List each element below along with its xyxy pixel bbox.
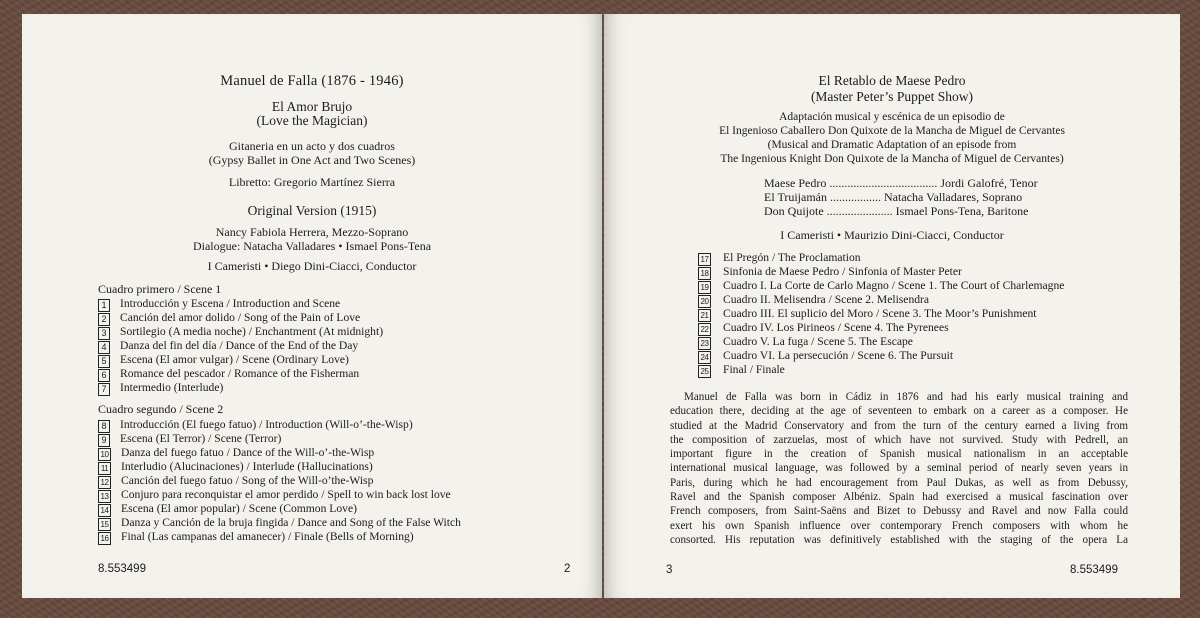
- track-title: Romance del pescador / Romance of the Fisherman: [120, 367, 360, 380]
- cast-row: [764, 190, 1022, 204]
- track-number: 17: [698, 253, 711, 266]
- track-item: [98, 488, 451, 503]
- track-item: [698, 265, 962, 280]
- paragraph-line: education there, deciding at the age of seventeen to embark on a career as a composer. He: [670, 405, 1128, 418]
- paragraph-line: important figure in the creation of Spanish musical nationalism in an acceptable: [670, 448, 1128, 461]
- work-subtitle: Gitaneria en un acto y dos cuadros: [229, 139, 395, 153]
- track-title: Danza y Canción de la bruja fingida / Dance and Song of the False Witch: [121, 516, 461, 529]
- composer-title: Manuel de Falla (1876 - 1946): [220, 73, 404, 89]
- track-number: 25: [698, 365, 711, 378]
- track-title: Introducción (El fuego fatuo) / Introduction (Will-o’-the-Wisp): [120, 418, 413, 431]
- track-title: Final / Finale: [723, 363, 785, 376]
- track-item: [698, 293, 929, 308]
- paragraph-line: studied at the Madrid Conservatory and from the turn of the century earned a living from: [670, 419, 1128, 432]
- track-number: 2: [98, 313, 110, 326]
- source-line-english: The Ingenious Knight Don Quixote de la Mancha of Miguel de Cervantes): [720, 153, 1064, 165]
- track-item: [98, 418, 413, 433]
- cast-role: Maese Pedro: [764, 176, 827, 190]
- track-title: Conjuro para reconquistar el amor perdido / Spell to win back lost love: [121, 488, 451, 501]
- orchestra-credit: I Cameristi • Maurizio Dini-Ciacci, Conductor: [780, 228, 1004, 242]
- track-number: 4: [98, 341, 110, 354]
- track-item: [98, 297, 340, 312]
- scene2-heading: Cuadro segundo / Scene 2: [98, 402, 224, 416]
- track-item: [698, 349, 953, 364]
- track-number: 18: [698, 267, 711, 280]
- orchestra-credit: I Cameristi • Diego Dini-Ciacci, Conductor: [207, 259, 417, 273]
- track-title: Cuadro III. El suplicio del Moro / Scene 3. The Moor’s Punishment: [723, 307, 1037, 320]
- track-title: Sinfonia de Maese Pedro / Sinfonia of Master Peter: [723, 265, 962, 278]
- page-number: 2: [564, 563, 571, 575]
- track-item: [98, 502, 357, 517]
- track-item: [98, 530, 414, 545]
- track-number: 9: [98, 434, 110, 447]
- track-number: 7: [98, 383, 110, 396]
- track-number: 8: [98, 420, 110, 433]
- cast-leader-dots: .................: [830, 190, 882, 204]
- track-number: 10: [98, 448, 111, 461]
- track-number: 20: [698, 295, 711, 308]
- track-title: Cuadro IV. Los Pirineos / Scene 4. The Pyrenees: [723, 321, 949, 334]
- cast-role: Don Quijote: [764, 204, 824, 218]
- paragraph-line: Ravel and the Spanish composer Albéniz. Spain had exercised a musical fascination over: [670, 491, 1128, 504]
- cast-singer: Natacha Valladares, Soprano: [884, 190, 1023, 204]
- page-number: 3: [666, 564, 673, 576]
- track-item: [698, 335, 913, 350]
- track-number: 21: [698, 309, 711, 322]
- track-title: Introducción y Escena / Introduction and Scene: [120, 297, 341, 310]
- cast-singer: Ismael Pons-Tena, Baritone: [895, 204, 1029, 218]
- paragraph-line: French composers, from Saint-Saëns and Bizet to Debussy and Ravel and now Falla could: [670, 505, 1128, 518]
- opera-title-english: (Master Peter’s Puppet Show): [810, 89, 974, 104]
- track-item: [98, 339, 358, 354]
- soloist-credit: Nancy Fabiola Herrera, Mezzo-Soprano: [215, 225, 409, 239]
- track-title: Danza del fuego fatuo / Dance of the Will-o’-the-Wisp: [121, 446, 375, 459]
- cast-role: El Truijamán: [764, 190, 828, 204]
- track-title: Intermedio (Interlude): [120, 381, 224, 394]
- track-number: 16: [98, 532, 111, 545]
- track-item: [98, 311, 360, 326]
- cast-singer: Jordi Galofré, Tenor: [940, 176, 1038, 190]
- dialogue-credit: Dialogue: Natacha Valladares • Ismael Pons-Tena: [192, 239, 432, 253]
- track-number: 22: [698, 323, 711, 336]
- track-item: [98, 446, 374, 461]
- catalog-number: 8.553499: [1070, 564, 1118, 576]
- cd-booklet: [22, 14, 1180, 598]
- track-title: Cuadro V. La fuga / Scene 5. The Escape: [723, 335, 913, 348]
- track-title: Escena (El amor vulgar) / Scene (Ordinary Love): [120, 353, 349, 366]
- work-title-english: (Love the Magician): [256, 113, 368, 128]
- track-title: Interludio (Alucinaciones) / Interlude (Hallucinations): [121, 460, 373, 473]
- opera-title: El Retablo de Maese Pedro: [818, 73, 966, 88]
- track-title: Cuadro I. La Corte de Carlo Magno / Scene 1. The Court of Charlemagne: [723, 279, 1065, 292]
- version-heading: Original Version (1915): [247, 203, 377, 218]
- track-title: Cuadro VI. La persecución / Scene 6. The Pursuit: [723, 349, 954, 362]
- scene1-heading: Cuadro primero / Scene 1: [98, 282, 222, 296]
- paragraph-line: the composition of zarzuelas, most of which have not survived. Study with Pedrell, an: [670, 433, 1128, 446]
- track-number: 11: [98, 462, 111, 475]
- cast-leader-dots: ....................................: [829, 176, 938, 190]
- track-item: [98, 432, 281, 447]
- track-number: 23: [698, 337, 711, 350]
- track-title: Danza del fin del día / Dance of the End of the Day: [120, 339, 359, 352]
- track-item: [698, 307, 1037, 322]
- adaptation-line: Adaptación musical y escénica de un episodio de: [779, 111, 1005, 123]
- booklet-page-left: [22, 14, 602, 598]
- track-title: Cuadro II. Melisendra / Scene 2. Melisendra: [723, 293, 930, 306]
- track-item: [698, 321, 949, 336]
- track-item: [698, 251, 861, 266]
- track-number: 15: [98, 518, 111, 531]
- cast-row: [764, 176, 1038, 190]
- cast-leader-dots: ......................: [826, 204, 893, 218]
- track-number: 1: [98, 299, 110, 312]
- paragraph-line: Paris, during which he had encouragement from Paul Dukas, as well as from Debussy,: [670, 476, 1128, 489]
- track-item: [98, 516, 461, 531]
- track-number: 24: [698, 351, 711, 364]
- track-title: Escena (El Terror) / Scene (Terror): [120, 432, 282, 445]
- work-subtitle-english: (Gypsy Ballet in One Act and Two Scenes): [208, 153, 416, 167]
- track-item: [98, 474, 373, 489]
- track-title: El Pregón / The Proclamation: [723, 251, 861, 264]
- track-title: Canción del fuego fatuo / Song of the Will-o’the-Wisp: [121, 474, 374, 487]
- track-number: 5: [98, 355, 110, 368]
- track-title: Canción del amor dolido / Song of the Pain of Love: [120, 311, 361, 324]
- track-number: 12: [98, 476, 111, 489]
- paragraph-line: Manuel de Falla was born in Cádiz in 1876 and had his early musical training and: [684, 391, 1128, 403]
- work-title: El Amor Brujo: [271, 99, 353, 114]
- track-number: 3: [98, 327, 110, 340]
- source-line: El Ingenioso Caballero Don Quixote de la Mancha de Miguel de Cervantes: [719, 125, 1065, 137]
- track-item: [698, 363, 785, 378]
- track-item: [98, 381, 223, 396]
- booklet-page-right: [604, 14, 1180, 598]
- track-title: Sortilegio (A media noche) / Enchantment (At midnight): [120, 325, 384, 338]
- track-number: 13: [98, 490, 111, 503]
- track-item: [698, 279, 1064, 294]
- track-item: [98, 325, 383, 340]
- track-item: [98, 353, 349, 368]
- adaptation-line-english: (Musical and Dramatic Adaptation of an episode from: [767, 139, 1017, 151]
- biography-paragraph: [670, 390, 1128, 547]
- paragraph-line: international musical language, was followed by a seminal period of nearly seven years in: [670, 462, 1128, 475]
- libretto-credit: Libretto: Gregorio Martínez Sierra: [228, 175, 396, 189]
- track-title: Escena (El amor popular) / Scene (Common Love): [121, 502, 357, 515]
- track-item: [98, 460, 373, 475]
- paragraph-line: consorted. His reputation was definitively established with the staging of the opera La: [670, 533, 1128, 546]
- track-number: 6: [98, 369, 110, 382]
- track-number: 19: [698, 281, 711, 294]
- track-title: Final (Las campanas del amanecer) / Finale (Bells of Morning): [121, 530, 414, 543]
- track-item: [98, 367, 359, 382]
- catalog-number: 8.553499: [98, 563, 146, 575]
- paragraph-line: exert his own Spanish influence over contemporary French composers with whom he: [670, 519, 1128, 532]
- cast-row: [764, 204, 1028, 218]
- track-number: 14: [98, 504, 111, 517]
